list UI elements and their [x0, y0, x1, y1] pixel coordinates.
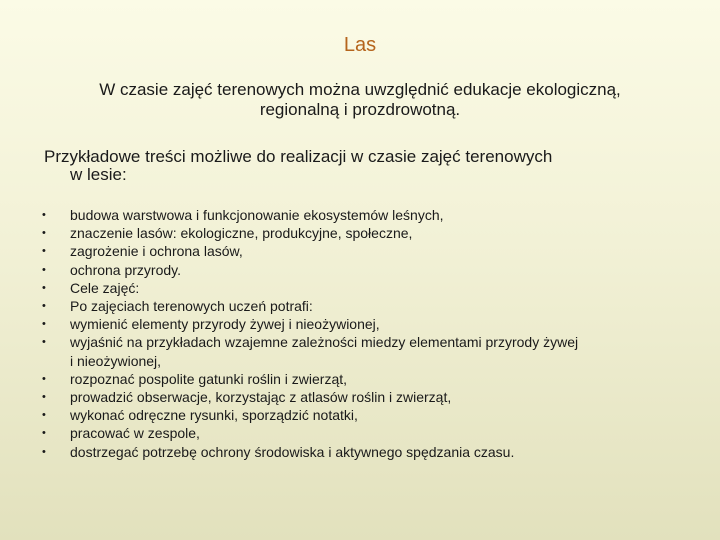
intro-line: W czasie zajęć terenowych można uwzględnić edukacje ekologiczną,	[99, 80, 621, 99]
list-item-text: wymienić elementy przyrody żywej i nieożywionej,	[70, 316, 380, 333]
list-item-text: rozpoznać pospolite gatunki roślin i zwierząt,	[70, 370, 348, 387]
lead-line: Przykładowe treści możliwe do realizacji w czasie zajęć terenowych	[44, 147, 553, 166]
lead-paragraph	[44, 148, 684, 184]
list-item-text: Cele zajęć:	[70, 279, 140, 296]
list-item-text: wykonać odręczne rysunki, sporządzić notatki,	[70, 407, 358, 424]
list-item	[42, 206, 672, 224]
list-item-text: zagrożenie i ochrona lasów,	[70, 243, 243, 260]
list-item	[42, 297, 672, 315]
list-item	[42, 370, 672, 388]
bullet-icon: •	[42, 227, 46, 240]
list-item	[42, 279, 672, 297]
list-item-text: dostrzegać potrzebę ochrony środowiska i aktywnego spędzania czasu.	[70, 443, 515, 460]
list-item	[42, 315, 672, 333]
bullet-icon: •	[42, 427, 46, 440]
intro-line: regionalną i prozdrowotną.	[259, 100, 461, 119]
bullet-icon: •	[42, 336, 46, 349]
list-item-text: ochrona przyrody.	[70, 261, 182, 278]
list-item	[42, 224, 672, 242]
list-item	[42, 261, 672, 279]
bullet-icon: •	[42, 209, 46, 221]
bullet-icon: •	[42, 445, 46, 458]
list-item-text: budowa warstwowa i funkcjonowanie ekosystemów leśnych,	[70, 207, 444, 223]
list-item-continuation: i nieożywionej,	[70, 352, 162, 369]
list-item-text: pracować w zespole,	[70, 425, 200, 442]
intro-paragraph	[40, 80, 680, 120]
bullet-icon: •	[42, 372, 46, 385]
bullet-icon: •	[42, 318, 46, 331]
bullet-icon: •	[42, 263, 46, 276]
list-item	[42, 242, 672, 260]
list-item-text: Po zajęciach terenowych uczeń potrafi:	[70, 298, 313, 315]
bullet-icon: •	[42, 300, 46, 313]
list-item	[42, 443, 672, 461]
bullet-list	[42, 206, 672, 461]
slide-title: Las	[343, 34, 377, 56]
bullet-icon: •	[42, 409, 46, 422]
list-item-text: wyjaśnić na przykładach wzajemne zależności miedzy elementami przyrody żywej	[70, 334, 579, 351]
lead-line: w lesie:	[70, 165, 127, 184]
list-item-text: prowadzić obserwacje, korzystając z atlasów roślin i zwierząt,	[70, 389, 452, 406]
list-item	[42, 333, 672, 369]
list-item	[42, 406, 672, 424]
bullet-icon: •	[42, 391, 46, 404]
bullet-icon: •	[42, 281, 46, 294]
list-item-text: znaczenie lasów: ekologiczne, produkcyjne, społeczne,	[70, 225, 413, 242]
list-item	[42, 388, 672, 406]
bullet-icon: •	[42, 245, 46, 258]
list-item	[42, 424, 672, 442]
